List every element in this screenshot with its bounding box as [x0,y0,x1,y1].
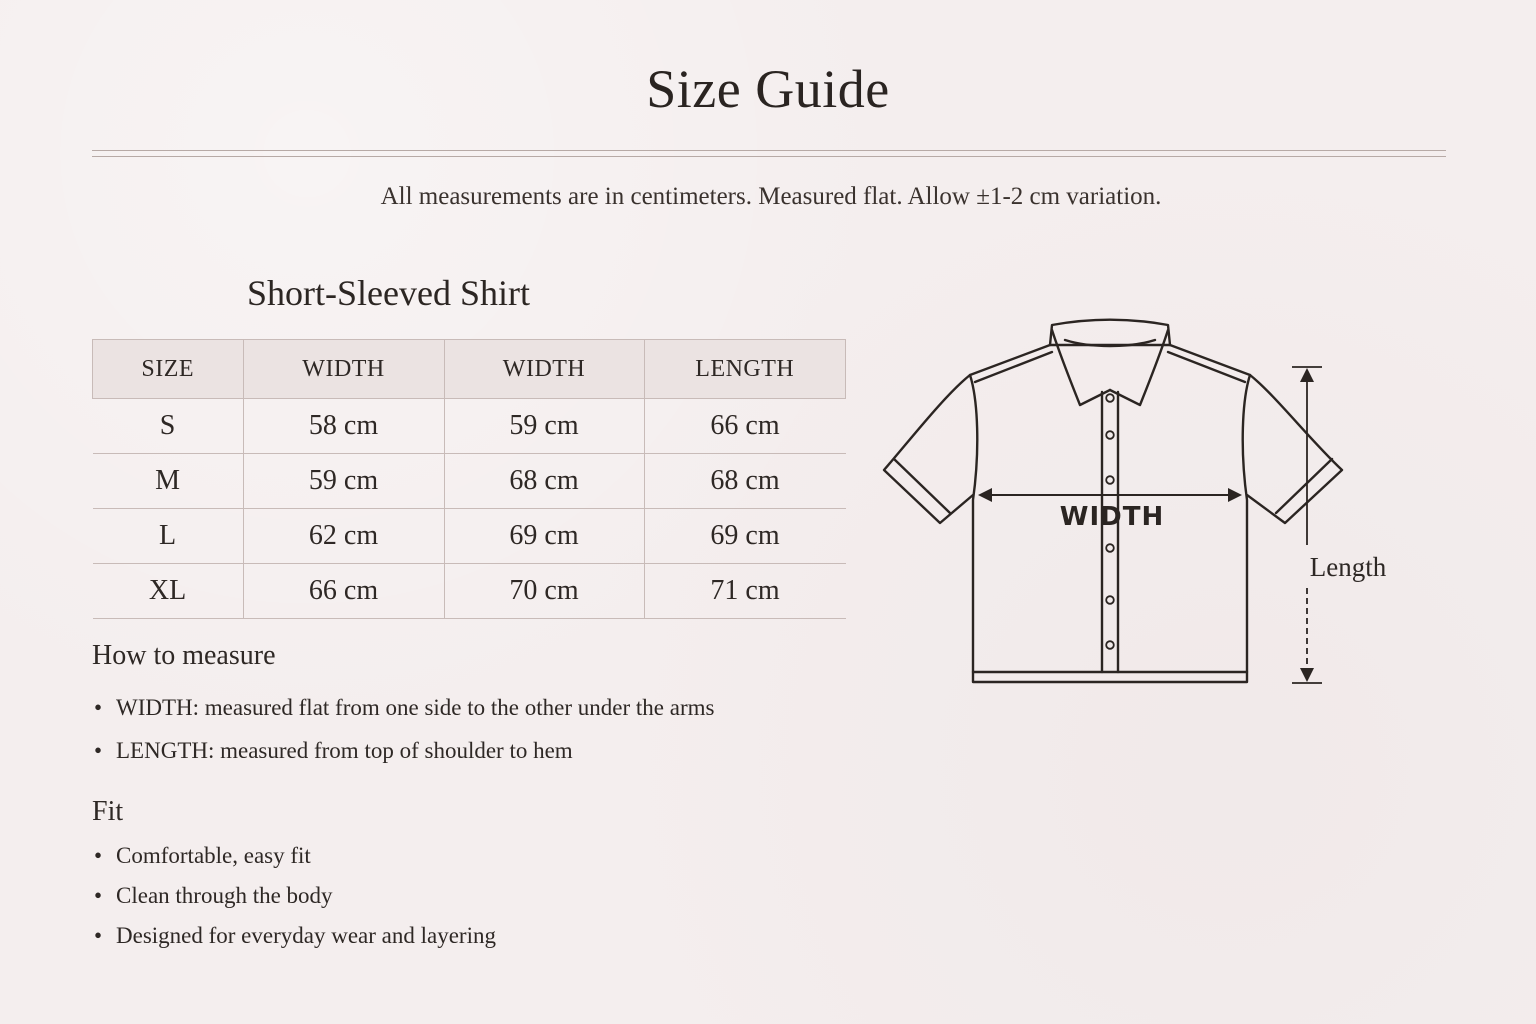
table-header-row [93,340,846,399]
cell-size: L [93,509,244,564]
cell-width-2: 70 cm [444,564,644,619]
fit-heading: Fit [92,796,124,827]
list-item: • Comfortable, easy fit [92,843,496,883]
page-title: Size Guide [646,59,890,119]
shirt-shoulder-seam-left [975,352,1052,382]
table-row [93,399,846,454]
width-label: WIDTH [1059,502,1165,532]
size-table [92,339,846,619]
cell-width-1: 62 cm [243,509,444,564]
table-row [93,454,846,509]
shirt-button [1106,596,1114,604]
measurement-note: All measurements are in centimeters. Measured flat. Allow ±1-2 cm variation. [380,183,1162,210]
cell-width-2: 68 cm [444,454,644,509]
shirt-diagram-icon [870,310,1430,710]
list-item: • Designed for everyday wear and layering [92,923,496,963]
length-arrow [1292,367,1322,683]
list-item: • Clean through the body [92,883,496,923]
cell-width-2: 69 cm [444,509,644,564]
shirt-button [1106,476,1114,484]
cell-length: 69 cm [644,509,845,564]
fit-list [92,843,496,963]
cell-size: M [93,454,244,509]
shirt-button [1106,544,1114,552]
width-arrow [978,488,1242,502]
list-item: • LENGTH: measured from top of shoulder to hem [92,738,714,781]
how-to-measure-list [92,695,714,781]
cell-width-1: 59 cm [243,454,444,509]
cell-size: XL [93,564,244,619]
header-width-2: WIDTH [444,340,644,399]
shirt-button [1106,394,1114,402]
header-width-1: WIDTH [243,340,444,399]
shirt-diagram [870,310,1430,710]
header-length: LENGTH [644,340,845,399]
cell-length: 68 cm [644,454,845,509]
table-row [93,509,846,564]
cell-width-2: 59 cm [444,399,644,454]
cell-width-1: 58 cm [243,399,444,454]
how-to-measure-heading: How to measure [92,640,276,671]
title-divider [92,150,1446,157]
cell-length: 71 cm [644,564,845,619]
shirt-shoulder-seam-right [1168,352,1245,382]
shirt-right-sleeve [1247,375,1342,523]
product-title: Short-Sleeved Shirt [247,273,530,313]
shirt-left-sleeve [884,375,973,523]
shirt-button [1106,641,1114,649]
header-size: SIZE [93,340,244,399]
length-label: Length [1309,552,1387,582]
cell-size: S [93,399,244,454]
table-row [93,564,846,619]
cell-length: 66 cm [644,399,845,454]
cell-width-1: 66 cm [243,564,444,619]
shirt-button [1106,431,1114,439]
list-item: • WIDTH: measured flat from one side to the other under the arms [92,695,714,738]
